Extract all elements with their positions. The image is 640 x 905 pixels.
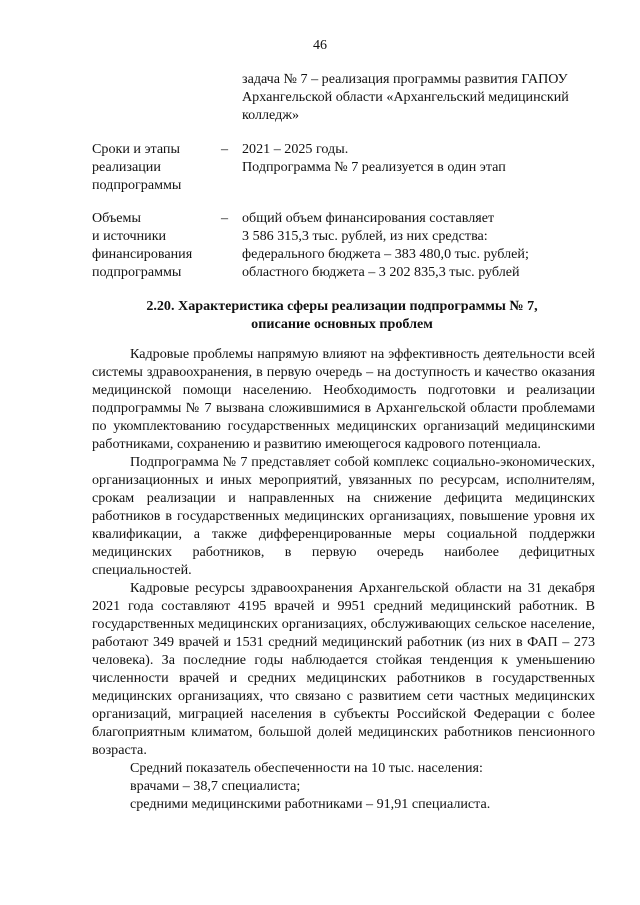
paragraph: Подпрограмма № 7 представляет собой комплекс социально-экономических, организационных и иных мероприятий, увязанных по ресурсам, исполнителям, срокам реализации и направленных на снижение дефицита медицинских работников в государственных медицинских организациях, повышение уровня их квалификации, а также дифференцированные меры социальной поддержки медицинских работников, в первую очередь наиболее дефицитных специальностей. (92, 454, 595, 578)
paragraph: средними медицинскими работниками – 91,91 специалиста. (130, 796, 491, 812)
funding-label-line: финансирования (92, 246, 193, 262)
task7-line: Архангельской области «Архангельский медицинский (242, 89, 569, 105)
funding-value-line: общий объем финансирования составляет (242, 210, 495, 226)
funding-label-line: Объемы (92, 210, 141, 226)
paragraph: Средний показатель обеспеченности на 10 тыс. населения: (130, 760, 483, 776)
funding-label-line: и источники (92, 228, 167, 244)
paragraph: Кадровые ресурсы здравоохранения Архангельской области на 31 декабря 2021 года составляют 4195 врачей и 9951 средний медицинский работник. В государственных медицинских организациях, обслуживающих сельское население, работают 349 врачей и 1531 средний медицинский работник (из них в ФАП – 273 человека). За последние годы наблюдается стойкая тенденция к уменьшению численности врачей и средних медицинских работников в государственных медицинских организациях, что связано с развитием сети частных медицинских организаций, миграцией населения в субъекты Российской Федерации с более благоприятным климатом, большой долей медицинских работников пенсионного возраста. (92, 580, 595, 758)
terms-label-line: Сроки и этапы (92, 141, 180, 157)
terms-dash: – (221, 141, 229, 157)
funding-label-line: подпрограммы (92, 264, 182, 280)
section-heading (92, 297, 592, 333)
terms-label (92, 140, 222, 194)
section-heading-line: 2.20. Характеристика сферы реализации подпрограммы № 7, (146, 298, 538, 314)
funding-value-line: 3 586 315,3 тыс. рублей, из них средства: (242, 228, 488, 244)
funding-value-line: федерального бюджета – 383 480,0 тыс. рублей; (242, 246, 529, 262)
task7-text (242, 70, 602, 124)
funding-dash: – (221, 210, 229, 226)
funding-value-line: областного бюджета – 3 202 835,3 тыс. рублей (242, 264, 520, 280)
page-number: 46 (313, 38, 327, 53)
terms-label-line: подпрограммы (92, 177, 182, 193)
task7-line: колледж» (242, 107, 300, 123)
terms-label-line: реализации (92, 159, 161, 175)
paragraph: врачами – 38,7 специалиста; (130, 778, 301, 794)
section-heading-line: описание основных проблем (251, 316, 433, 332)
paragraph: Кадровые проблемы напрямую влияют на эффективность деятельности всей системы здравоохранения, в первую очередь – на доступность и качество оказания медицинской помощи населению. Необходимость подготовки и реализации подпрограммы № 7 вызвана сложившимися в Архангельской области проблемами по укомплектованию государственных медицинских организаций медицинскими работниками, сохранению и развитию имеющегося кадрового потенциала. (92, 346, 595, 452)
funding-label (92, 209, 222, 281)
task7-line: задача № 7 – реализация программы развития ГАПОУ (242, 71, 568, 87)
terms-value (242, 140, 597, 176)
terms-value-line: 2021 – 2025 годы. (242, 141, 349, 157)
funding-value (242, 209, 597, 281)
terms-value-line: Подпрограмма № 7 реализуется в один этап (242, 159, 506, 175)
body-text (92, 345, 595, 813)
